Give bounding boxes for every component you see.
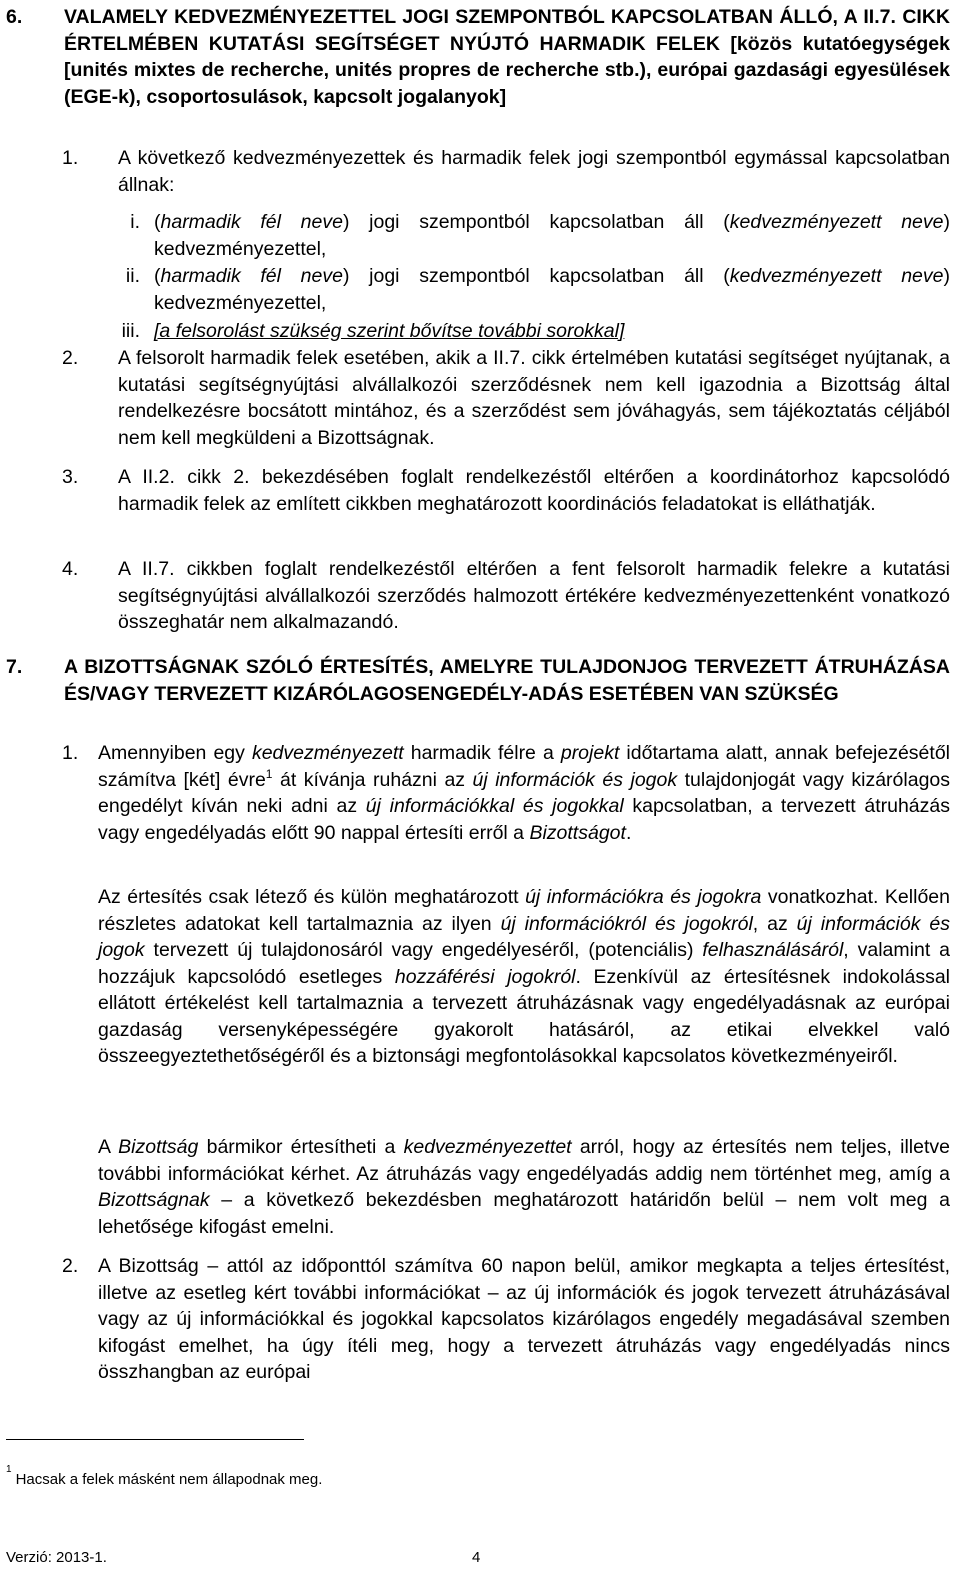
defined-term: hozzáférési jogokról (394, 965, 576, 988)
footnote-mark: 1 (6, 1464, 12, 1475)
footer-version: Verzió: 2013-1. (6, 1549, 107, 1566)
footnote (6, 1466, 322, 1490)
footnote-reference[interactable]: 1 (265, 766, 273, 781)
text-run: Amennyiben egy (98, 742, 252, 764)
defined-term: Bizottság (118, 1136, 199, 1158)
text-run: , az (752, 912, 797, 935)
text-run: , valamint a hozzájuk kapcsolódó esetleges (98, 939, 950, 988)
text-run: tervezett új tulajdonosáról vagy engedélyeséről, (potenciális) (144, 939, 703, 961)
section-7-item-1-paragraph-3 (98, 1134, 950, 1240)
text-run: harmadik félre a (403, 742, 561, 764)
text-run: időtartama alatt, annak befejezésétől számítva [két] évre (98, 742, 950, 791)
item-text: A következő kedvezményezettek és harmadik felek jogi szempontból egymással kapcsolatban állnak: (118, 147, 950, 196)
section-7-item-1 (62, 740, 950, 846)
section-6-item-2 (62, 345, 950, 451)
subitem-text: (harmadik fél neve) jogi szempontból kapcsolatban áll (kedvezményezett neve) kedvezményezettel, (154, 211, 950, 260)
text-run: ) jogi szempontból kapcsolatban áll ( (342, 265, 730, 287)
text-run: ) kedvezményezettel, (154, 211, 950, 260)
text-run: tulajdonjogát vagy kizárólagos engedélyt kíván neki adni az (98, 768, 951, 817)
defined-term: kedvezményezett (251, 742, 404, 764)
defined-term: új információkról és jogokról (500, 912, 753, 935)
defined-term: projekt (560, 742, 620, 764)
text-run: . Ezenkívül az értesítésnek indokolással ellátott értékelést kell tartalmaznia a tervezett átruházásnak vagy engedélyadásnak az európai gazdaság versenyképességére gyakorolt hatásáról, az etikai elvekkel való összeegyeztethetőségéről és a biztonsági megfontolásokkal kapcsolatos következményeiről. (98, 965, 950, 1067)
item-number: 4. (62, 558, 79, 580)
text-run: bármikor értesítheti a (198, 1136, 404, 1158)
defined-term: új információkkal és jogokkal (365, 795, 624, 817)
text-run: – a következő bekezdésben meghatározott határidőn belül – nem volt meg a lehetősége kifogást emelni. (98, 1189, 950, 1238)
defined-term: felhasználásáról (702, 939, 844, 961)
section-7-number: 7. (6, 656, 23, 678)
defined-term: új információk és jogok (98, 912, 950, 961)
text-run: át kívánja ruházni az (272, 768, 473, 791)
item-text: A II.7. cikkben foglalt rendelkezéstől eltérően a fent felsorolt harmadik felekre a kutatási segítségnyújtási alvállalkozói szerződés halmozott értékére kedvezményezettenként vonatkozó összeghatár nem alkalmazandó. (118, 558, 950, 633)
footnote-separator (6, 1439, 304, 1440)
text-run: arról, hogy az értesítés nem teljes, illetve további információkat kérhet. Az átruházás vagy engedélyadás addig nem történhet meg, amíg a (98, 1136, 950, 1185)
subitem-text (154, 318, 950, 345)
text-run: ) kedvezményezettel, (154, 265, 950, 314)
beneficiary-name-placeholder: kedvezményezett neve (729, 211, 944, 233)
text-run: A (98, 1136, 119, 1158)
text-run: . (625, 821, 632, 844)
section-6-item-3 (62, 464, 950, 517)
section-6-item-4 (62, 556, 950, 636)
subitem-number: i. (130, 211, 140, 233)
section-6-title: VALAMELY KEDVEZMÉNYEZETTEL JOGI SZEMPONTBÓL KAPCSOLATBAN ÁLLÓ, A II.7. CIKK ÉRTELMÉBEN KUTATÁSI SEGÍTSÉGET NYÚJTÓ HARMADIK FELEK [közös kutatóegységek [unités mixtes de recherche, unités propres de recherche stb.), európai gazdasági egyesülések (EGE-k), csoportosulások, kapcsolt jogalanyok] (64, 6, 950, 108)
defined-term: új információkra és jogokra (525, 886, 762, 908)
defined-term: Bizottságot (529, 821, 626, 844)
third-party-name-placeholder: harmadik fél neve (160, 211, 343, 233)
beneficiary-name-placeholder: kedvezményezett neve (729, 265, 944, 287)
subitem-number: ii. (125, 265, 140, 287)
section-7-title: A BIZOTTSÁGNAK SZÓLÓ ÉRTESÍTÉS, AMELYRE TULAJDONJOG TERVEZETT ÁTRUHÁZÁSA ÉS/VAGY TERVEZETT KIZÁRÓLAGOSENGEDÉLY-ADÁS ESETÉBEN VAN SZÜKSÉG (64, 656, 950, 705)
item-text: A Bizottság – attól az időponttól számítva 60 napon belül, amikor megkapta a teljes értesítést, illetve az esetleg kért további információkat – az új információk és jogok tervezett átruházásával vagy az új információkkal és jogokkal kapcsolatos kizárólagos engedély megadásával szemben kifogást emelhet, ha úgy ítéli meg, hogy a tervezett átruházás vagy engedélyadás nincs összhangban az európai (98, 1255, 950, 1383)
item-text (98, 740, 950, 846)
text-run: ) jogi szempontból kapcsolatban áll ( (342, 211, 730, 233)
section-6-heading (6, 4, 950, 110)
section-7-item-2 (62, 1253, 950, 1386)
subitem-number: iii. (121, 320, 140, 342)
item-number: 2. (62, 1255, 79, 1277)
item-number: 2. (62, 347, 79, 369)
instruction-placeholder: [a felsorolást szükség szerint bővítse további sorokkal] (154, 320, 625, 342)
item-number: 3. (62, 466, 79, 488)
section-6-subitem-iii (100, 318, 950, 345)
page-number: 4 (472, 1549, 481, 1566)
item-number: 1. (62, 742, 79, 764)
text-run: kapcsolatban, a tervezett átruházás vagy engedélyadás előtt 90 nappal értesíti erről a (98, 795, 950, 844)
text-run: Az értesítés csak létező és külön meghatározott (98, 886, 526, 908)
section-7-item-1-paragraph-2 (98, 884, 950, 1070)
item-text: A II.2. cikk 2. bekezdésében foglalt rendelkezéstől eltérően a koordinátorhoz kapcsolódó harmadik felek az említett cikkben meghatározott koordinációs feladatokat is elláthatják. (118, 466, 950, 515)
defined-term: kedvezményezettet (403, 1136, 572, 1158)
item-text: A felsorolt harmadik felek esetében, akik a II.7. cikk értelmében kutatási segítséget nyújtanak, a kutatási segítségnyújtási alvállalkozói szerződésnek nem kell igazodnia a Bizottság által rendelkezésre bocsátott mintához, és a szerződést sem jóváhagyás, sem tájékoztatás céljából nem kell megküldeni a Bizottságnak. (118, 347, 950, 449)
defined-term: új információk és jogok (472, 768, 678, 791)
section-7-heading (6, 654, 950, 707)
item-number: 1. (62, 147, 79, 169)
text-run: vonatkozhat. Kellően részletes adatokat kell tartalmaznia az ilyen (98, 886, 950, 935)
defined-term: Bizottságnak (98, 1189, 210, 1211)
section-6-item-1 (62, 145, 950, 198)
footnote-text: Hacsak a felek másként nem állapodnak meg. (15, 1471, 323, 1488)
section-6-number: 6. (6, 6, 23, 28)
third-party-name-placeholder: harmadik fél neve (160, 265, 343, 287)
section-6-subitem-ii (100, 263, 950, 316)
section-6-subitem-i (100, 209, 950, 262)
subitem-text: (harmadik fél neve) jogi szempontból kapcsolatban áll (kedvezményezett neve) kedvezményezettel, (154, 265, 950, 314)
